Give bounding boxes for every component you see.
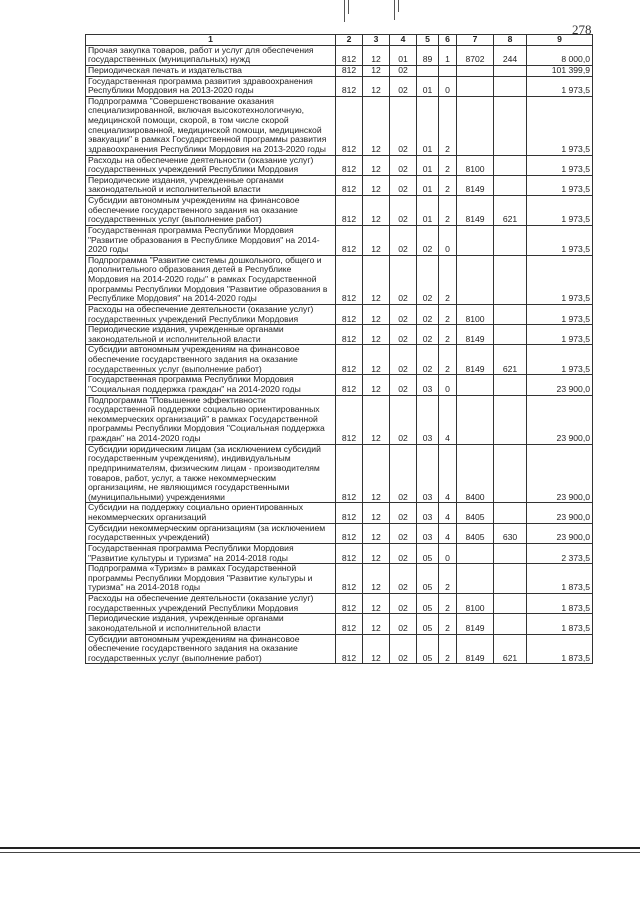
table-body [86, 45, 593, 664]
row-sum-cell: 1 973,5 [527, 76, 593, 96]
header-cell: 2 [336, 35, 363, 46]
row-code-cell: 12 [363, 304, 390, 324]
row-code-cell: 01 [417, 175, 439, 195]
row-code-cell: 12 [363, 96, 390, 155]
row-code-cell: 89 [417, 45, 439, 65]
table-row [86, 255, 593, 304]
table-row [86, 155, 593, 175]
row-code-cell: 03 [417, 444, 439, 503]
row-code-cell: 812 [336, 225, 363, 255]
row-code-cell [457, 395, 494, 444]
row-code-cell: 621 [494, 634, 527, 664]
table-row [86, 196, 593, 226]
row-code-cell [494, 155, 527, 175]
row-name-cell: Подпрограмма "Повышение эффективности государственной поддержки социально ориентированных некоммерческих организаций" в рамках Государственной программы Республики Мордовия "Социальная поддержка граждан" на 2014-2020 годы [86, 395, 336, 444]
row-code-cell: 8149 [457, 634, 494, 664]
row-code-cell: 01 [417, 196, 439, 226]
row-code-cell: 8149 [457, 196, 494, 226]
row-name-cell: Подпрограмма "Развитие системы дошкольного, общего и дополнительного образования детей в Республике Мордовия на 2014-2020 годы" в рамках Государственной программы Республики Мордовия "Развитие образования в Республике Мордовия" на 2014-2020 годы [86, 255, 336, 304]
table-row [86, 175, 593, 195]
row-sum-cell: 1 973,5 [527, 196, 593, 226]
row-code-cell: 812 [336, 96, 363, 155]
row-code-cell: 8149 [457, 325, 494, 345]
row-code-cell [457, 225, 494, 255]
row-code-cell: 4 [439, 444, 457, 503]
row-code-cell: 812 [336, 444, 363, 503]
row-code-cell: 01 [417, 76, 439, 96]
row-name-cell: Расходы на обеспечение деятельности (оказание услуг) государственных учреждений Республики Мордовия [86, 304, 336, 324]
table-row [86, 304, 593, 324]
row-code-cell [457, 375, 494, 395]
row-code-cell: 02 [417, 325, 439, 345]
table-row [86, 45, 593, 65]
table-row [86, 523, 593, 543]
row-code-cell: 02 [390, 395, 417, 444]
row-name-cell: Государственная программа Республики Мордовия "Развитие культуры и туризма" на 2014-2018 годы [86, 543, 336, 563]
row-code-cell [494, 304, 527, 324]
scan-mark [398, 0, 399, 12]
row-code-cell: 812 [336, 65, 363, 76]
row-code-cell [439, 65, 457, 76]
row-code-cell: 02 [390, 503, 417, 523]
row-code-cell: 12 [363, 564, 390, 594]
row-code-cell: 621 [494, 345, 527, 375]
row-code-cell: 12 [363, 503, 390, 523]
row-code-cell: 812 [336, 196, 363, 226]
row-code-cell: 8100 [457, 155, 494, 175]
row-sum-cell: 1 973,5 [527, 96, 593, 155]
row-code-cell: 812 [336, 175, 363, 195]
row-code-cell: 812 [336, 564, 363, 594]
row-code-cell: 8149 [457, 345, 494, 375]
row-code-cell: 12 [363, 444, 390, 503]
row-code-cell: 02 [390, 523, 417, 543]
row-code-cell: 02 [390, 65, 417, 76]
row-code-cell: 2 [439, 564, 457, 594]
row-code-cell [457, 564, 494, 594]
row-name-cell: Расходы на обеспечение деятельности (оказание услуг) государственных учреждений Республики Мордовия [86, 155, 336, 175]
row-code-cell: 812 [336, 155, 363, 175]
row-name-cell: Субсидии автономным учреждениям на финансовое обеспечение государственного задания на оказание государственных услуг (выполнение работ) [86, 634, 336, 664]
table-row [86, 444, 593, 503]
row-code-cell: 03 [417, 523, 439, 543]
header-cell: 6 [439, 35, 457, 46]
row-sum-cell: 8 000,0 [527, 45, 593, 65]
row-code-cell: 12 [363, 395, 390, 444]
row-code-cell: 2 [439, 196, 457, 226]
row-code-cell: 12 [363, 523, 390, 543]
row-code-cell: 03 [417, 375, 439, 395]
header-cell: 8 [494, 35, 527, 46]
table-row [86, 543, 593, 563]
row-code-cell: 812 [336, 395, 363, 444]
row-code-cell: 05 [417, 614, 439, 634]
table-row [86, 503, 593, 523]
row-code-cell: 812 [336, 375, 363, 395]
row-code-cell [494, 175, 527, 195]
row-code-cell [457, 76, 494, 96]
row-code-cell: 12 [363, 255, 390, 304]
row-sum-cell: 23 900,0 [527, 523, 593, 543]
row-code-cell: 8400 [457, 444, 494, 503]
row-code-cell [457, 255, 494, 304]
row-code-cell: 8100 [457, 304, 494, 324]
row-code-cell: 02 [390, 614, 417, 634]
row-code-cell: 02 [390, 375, 417, 395]
row-code-cell: 12 [363, 196, 390, 226]
row-code-cell: 02 [390, 634, 417, 664]
row-sum-cell: 23 900,0 [527, 395, 593, 444]
row-code-cell: 621 [494, 196, 527, 226]
row-code-cell: 02 [390, 196, 417, 226]
row-code-cell: 12 [363, 614, 390, 634]
row-code-cell: 12 [363, 543, 390, 563]
table-row [86, 614, 593, 634]
row-code-cell: 2 [439, 96, 457, 155]
table-row [86, 564, 593, 594]
row-code-cell [417, 65, 439, 76]
row-code-cell: 12 [363, 634, 390, 664]
row-code-cell: 05 [417, 594, 439, 614]
row-code-cell: 03 [417, 395, 439, 444]
row-code-cell: 03 [417, 503, 439, 523]
row-name-cell: Периодическая печать и издательства [86, 65, 336, 76]
row-name-cell: Субсидии на поддержку социально ориентированных некоммерческих организаций [86, 503, 336, 523]
row-name-cell: Прочая закупка товаров, работ и услуг для обеспечения государственных (муниципальных) нужд [86, 45, 336, 65]
row-name-cell: Субсидии автономным учреждениям на финансовое обеспечение государственного задания на оказание государственных услуг (выполнение работ) [86, 196, 336, 226]
row-sum-cell: 1 973,5 [527, 304, 593, 324]
row-code-cell: 12 [363, 594, 390, 614]
row-code-cell [494, 255, 527, 304]
row-code-cell: 02 [390, 96, 417, 155]
row-code-cell: 12 [363, 225, 390, 255]
row-code-cell: 05 [417, 543, 439, 563]
row-sum-cell: 1 973,5 [527, 345, 593, 375]
row-code-cell [494, 325, 527, 345]
row-sum-cell: 1 973,5 [527, 155, 593, 175]
row-code-cell: 2 [439, 325, 457, 345]
row-code-cell [457, 96, 494, 155]
row-code-cell: 8702 [457, 45, 494, 65]
row-name-cell: Государственная программа Республики Мордовия "Социальная поддержка граждан" на 2014-2020 годы [86, 375, 336, 395]
header-cell: 5 [417, 35, 439, 46]
row-code-cell: 05 [417, 564, 439, 594]
row-code-cell: 02 [390, 564, 417, 594]
row-code-cell: 4 [439, 503, 457, 523]
row-code-cell: 12 [363, 155, 390, 175]
row-sum-cell: 1 873,5 [527, 594, 593, 614]
scan-mark [344, 0, 345, 22]
table-row [86, 375, 593, 395]
row-name-cell: Периодические издания, учрежденные органами законодательной и исполнительной власти [86, 614, 336, 634]
row-name-cell: Субсидии некоммерческим организациям (за исключением государственных учреждений) [86, 523, 336, 543]
row-code-cell: 812 [336, 614, 363, 634]
row-code-cell: 630 [494, 523, 527, 543]
row-name-cell: Периодические издания, учрежденные органами законодательной и исполнительной власти [86, 325, 336, 345]
row-code-cell [494, 444, 527, 503]
scan-mark [394, 0, 395, 20]
row-code-cell: 2 [439, 345, 457, 375]
row-name-cell: Расходы на обеспечение деятельности (оказание услуг) государственных учреждений Республики Мордовия [86, 594, 336, 614]
table-row [86, 76, 593, 96]
row-code-cell: 12 [363, 65, 390, 76]
header-cell: 7 [457, 35, 494, 46]
row-name-cell: Государственная программа развития здравоохранения Республики Мордовия на 2013-2020 годы [86, 76, 336, 96]
row-code-cell [494, 395, 527, 444]
row-code-cell: 4 [439, 395, 457, 444]
row-code-cell: 12 [363, 325, 390, 345]
row-code-cell: 02 [417, 304, 439, 324]
header-cell: 9 [527, 35, 593, 46]
row-code-cell: 01 [390, 45, 417, 65]
row-code-cell: 2 [439, 634, 457, 664]
row-name-cell: Субсидии автономным учреждениям на финансовое обеспечение государственного задания на оказание государственных услуг (выполнение работ) [86, 345, 336, 375]
row-code-cell: 02 [390, 155, 417, 175]
row-code-cell [494, 375, 527, 395]
row-sum-cell: 1 973,5 [527, 225, 593, 255]
table-row [86, 345, 593, 375]
row-code-cell: 812 [336, 45, 363, 65]
header-cell: 1 [86, 35, 336, 46]
row-name-cell: Субсидии юридическим лицам (за исключением субсидий государственным учреждениям), индивидуальным предпринимателям, физическим лицам - производителям товаров, работ, услуг, а также некоммерческим организациям, не являющимся государственными (муниципальными) учреждениями [86, 444, 336, 503]
row-code-cell: 02 [390, 444, 417, 503]
row-code-cell: 812 [336, 325, 363, 345]
row-code-cell [494, 96, 527, 155]
row-sum-cell: 23 900,0 [527, 444, 593, 503]
row-code-cell: 12 [363, 45, 390, 65]
row-code-cell: 12 [363, 375, 390, 395]
row-code-cell: 8405 [457, 523, 494, 543]
row-code-cell: 05 [417, 634, 439, 664]
table-row [86, 65, 593, 76]
row-code-cell: 02 [390, 325, 417, 345]
row-code-cell [494, 503, 527, 523]
scan-mark [348, 0, 349, 14]
row-code-cell: 2 [439, 155, 457, 175]
row-code-cell: 2 [439, 255, 457, 304]
row-code-cell: 812 [336, 503, 363, 523]
row-code-cell: 8100 [457, 594, 494, 614]
row-code-cell: 2 [439, 175, 457, 195]
row-code-cell [494, 76, 527, 96]
row-name-cell: Подпрограмма "Совершенствование оказания специализированной, включая высокотехнологичную, медицинской помощи, скорой, в том числе скорой специализированной, медицинской помощи, медицинской эвакуации" в рамках Государственной программы развития здравоохранения Республики Мордовия на 2013-2020 годы [86, 96, 336, 155]
row-code-cell: 8149 [457, 175, 494, 195]
row-code-cell: 244 [494, 45, 527, 65]
row-code-cell: 02 [417, 225, 439, 255]
row-code-cell [494, 225, 527, 255]
header-cell: 4 [390, 35, 417, 46]
row-code-cell: 02 [417, 345, 439, 375]
row-sum-cell: 1 973,5 [527, 325, 593, 345]
row-code-cell: 12 [363, 345, 390, 375]
row-code-cell [494, 564, 527, 594]
table-row [86, 325, 593, 345]
row-sum-cell: 101 399,9 [527, 65, 593, 76]
row-code-cell: 2 [439, 594, 457, 614]
row-code-cell: 812 [336, 304, 363, 324]
page-number: 278 [572, 22, 592, 37]
row-sum-cell: 23 900,0 [527, 503, 593, 523]
bottom-rule [0, 852, 640, 853]
row-code-cell: 12 [363, 76, 390, 96]
row-code-cell: 02 [390, 76, 417, 96]
row-code-cell [457, 543, 494, 563]
row-code-cell: 0 [439, 543, 457, 563]
row-code-cell: 0 [439, 225, 457, 255]
header-row [86, 35, 593, 46]
row-code-cell: 0 [439, 76, 457, 96]
row-code-cell: 2 [439, 614, 457, 634]
table-row [86, 96, 593, 155]
row-code-cell [494, 594, 527, 614]
row-code-cell: 1 [439, 45, 457, 65]
row-code-cell: 02 [390, 304, 417, 324]
row-code-cell: 2 [439, 304, 457, 324]
row-code-cell: 812 [336, 345, 363, 375]
table-row [86, 395, 593, 444]
row-code-cell: 02 [390, 543, 417, 563]
row-code-cell: 12 [363, 175, 390, 195]
row-code-cell: 02 [390, 255, 417, 304]
row-code-cell [457, 65, 494, 76]
row-code-cell: 02 [417, 255, 439, 304]
row-sum-cell: 1 873,5 [527, 614, 593, 634]
row-code-cell: 812 [336, 543, 363, 563]
row-sum-cell: 1 873,5 [527, 634, 593, 664]
row-code-cell: 02 [390, 345, 417, 375]
row-code-cell: 812 [336, 255, 363, 304]
bottom-rule [0, 847, 640, 849]
row-name-cell: Периодические издания, учрежденные органами законодательной и исполнительной власти [86, 175, 336, 195]
row-name-cell: Государственная программа Республики Мордовия "Развитие образования в Республике Мордовия" на 2014-2020 годы [86, 225, 336, 255]
row-code-cell [494, 543, 527, 563]
table-row [86, 225, 593, 255]
row-code-cell: 01 [417, 155, 439, 175]
row-code-cell: 02 [390, 175, 417, 195]
row-code-cell: 02 [390, 225, 417, 255]
row-sum-cell: 23 900,0 [527, 375, 593, 395]
table-row [86, 594, 593, 614]
row-code-cell: 8149 [457, 614, 494, 634]
row-name-cell: Подпрограмма «Туризм» в рамках Государственной программы Республики Мордовия "Развитие культуры и туризма" на 2014-2018 годы [86, 564, 336, 594]
budget-table [85, 34, 593, 664]
row-code-cell [494, 614, 527, 634]
row-code-cell: 02 [390, 594, 417, 614]
row-code-cell: 01 [417, 96, 439, 155]
row-code-cell: 4 [439, 523, 457, 543]
row-code-cell: 812 [336, 76, 363, 96]
row-code-cell [494, 65, 527, 76]
row-code-cell: 0 [439, 375, 457, 395]
row-sum-cell: 1 973,5 [527, 175, 593, 195]
row-sum-cell: 1 873,5 [527, 564, 593, 594]
row-code-cell: 8405 [457, 503, 494, 523]
header-cell: 3 [363, 35, 390, 46]
row-sum-cell: 2 373,5 [527, 543, 593, 563]
row-sum-cell: 1 973,5 [527, 255, 593, 304]
row-code-cell: 812 [336, 523, 363, 543]
row-code-cell: 812 [336, 634, 363, 664]
row-code-cell: 812 [336, 594, 363, 614]
table-row [86, 634, 593, 664]
